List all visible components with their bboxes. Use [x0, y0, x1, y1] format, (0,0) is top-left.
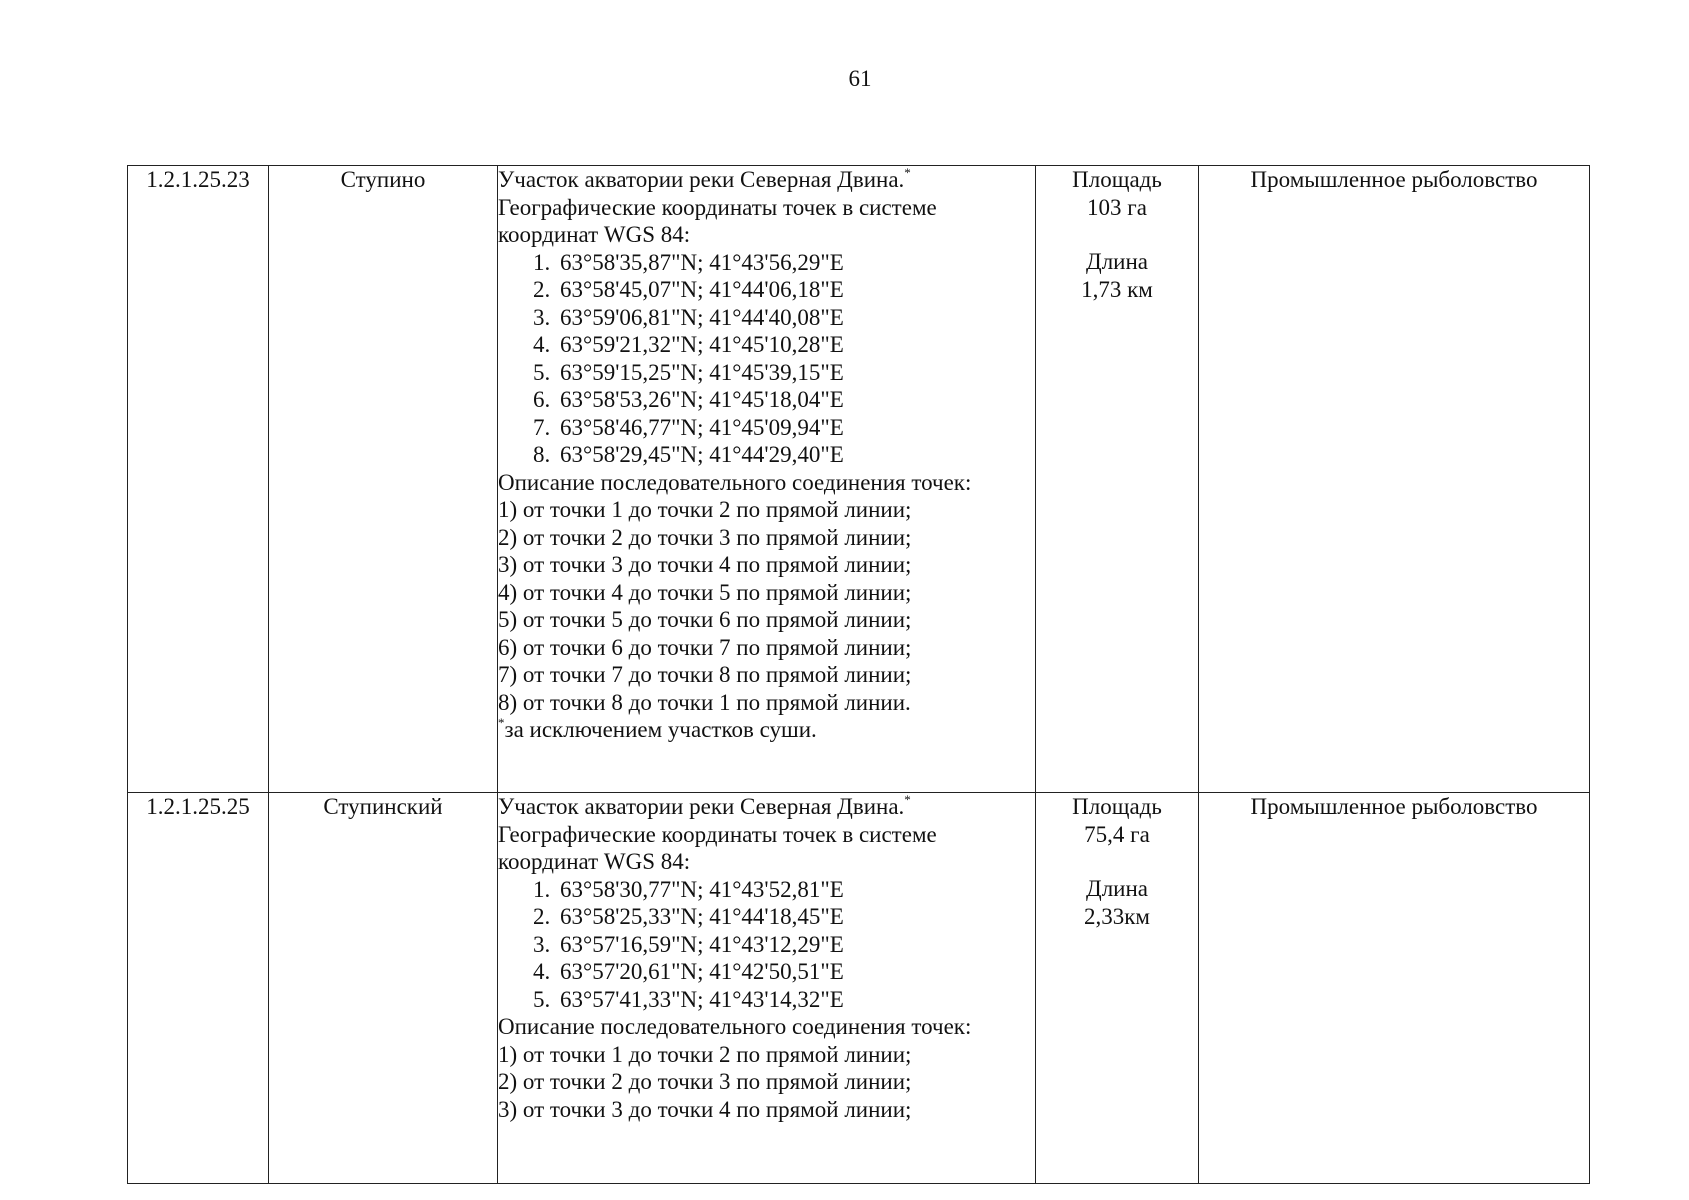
coordinate-point: 8. 63°58'29,45"N; 41°44'29,40"E [556, 441, 1035, 469]
description-title: Участок акватории реки Северная Двина. [498, 794, 905, 819]
fishing-areas-table [127, 165, 1590, 1184]
area-label: Площадь [1072, 167, 1162, 192]
coords-intro: координат WGS 84: [498, 222, 691, 247]
area-label: Площадь [1072, 794, 1162, 819]
connection-title: Описание последовательного соединения точек: [498, 1014, 972, 1039]
length-value: 1,73 км [1081, 276, 1153, 302]
coordinate-list [498, 876, 1035, 1014]
description-title-line [498, 793, 1035, 821]
length-label: Длина [1086, 876, 1148, 901]
connection-step: 3) от точки 3 до точки 4 по прямой линии; [498, 552, 912, 577]
area-size [1036, 166, 1199, 793]
length-value: 2,33км [1084, 903, 1150, 929]
footnote-marker: * [904, 165, 911, 180]
table-row [128, 166, 1590, 793]
coordinate-point: 2. 63°58'45,07"N; 41°44'06,18"E [556, 276, 1035, 304]
coordinate-point: 1. 63°58'35,87"N; 41°43'56,29"E [556, 249, 1035, 277]
connection-step: 8) от точки 8 до точки 1 по прямой линии. [498, 689, 911, 715]
coordinate-point: 4. 63°59'21,32"N; 41°45'10,28"E [556, 331, 1035, 359]
coords-intro: Географические координаты точек в системе [498, 194, 937, 220]
connection-step: 4) от точки 4 до точки 5 по прямой линии; [498, 579, 912, 605]
footnote-marker: * [498, 715, 505, 730]
length-label: Длина [1086, 249, 1148, 274]
description-title: Участок акватории реки Северная Двина. [498, 167, 905, 192]
connection-title: Описание последовательного соединения точек: [498, 469, 972, 495]
spacer [1036, 848, 1198, 875]
coordinate-point: 5. 63°57'41,33"N; 41°43'14,32"E [556, 986, 1035, 1014]
connection-step: 2) от точки 2 до точки 3 по прямой линии; [498, 1069, 912, 1094]
area-code: 1.2.1.25.23 [128, 166, 269, 793]
coordinate-point: 3. 63°59'06,81"N; 41°44'40,08"E [556, 304, 1035, 332]
coordinate-point: 1. 63°58'30,77"N; 41°43'52,81"E [556, 876, 1035, 904]
area-value: 103 га [1087, 194, 1147, 220]
area-size [1036, 793, 1199, 1184]
coordinate-point: 6. 63°58'53,26"N; 41°45'18,04"E [556, 386, 1035, 414]
coordinate-point: 3. 63°57'16,59"N; 41°43'12,29"E [556, 931, 1035, 959]
area-description [498, 166, 1036, 793]
coordinate-point: 5. 63°59'15,25"N; 41°45'39,15"E [556, 359, 1035, 387]
footnote-text: за исключением участков суши. [504, 717, 817, 742]
connection-step: 6) от точки 6 до точки 7 по прямой линии; [498, 634, 912, 660]
coordinate-point: 2. 63°58'25,33"N; 41°44'18,45"E [556, 903, 1035, 931]
connection-step: 2) от точки 2 до точки 3 по прямой линии; [498, 524, 912, 550]
connection-step: 1) от точки 1 до точки 2 по прямой линии; [498, 497, 912, 522]
area-code: 1.2.1.25.25 [128, 793, 269, 1184]
description-title-line [498, 166, 1035, 194]
connection-step: 1) от точки 1 до точки 2 по прямой линии; [498, 1041, 912, 1067]
coords-intro: Географические координаты точек в системе [498, 821, 937, 847]
area-description [498, 793, 1036, 1184]
area-value: 75,4 га [1084, 821, 1150, 847]
page-number: 61 [848, 66, 872, 91]
area-name: Ступинский [269, 793, 498, 1184]
spacer [1036, 221, 1198, 248]
coords-intro: координат WGS 84: [498, 849, 691, 874]
area-name: Ступино [269, 166, 498, 793]
area-use: Промышленное рыболовство [1199, 166, 1590, 793]
connection-step: 3) от точки 3 до точки 4 по прямой линии; [498, 1096, 912, 1122]
connection-step: 7) от точки 7 до точки 8 по прямой линии; [498, 662, 912, 687]
coordinate-point: 4. 63°57'20,61"N; 41°42'50,51"E [556, 958, 1035, 986]
table-row [128, 793, 1590, 1184]
connection-step: 5) от точки 5 до точки 6 по прямой линии; [498, 607, 912, 632]
area-use: Промышленное рыболовство [1199, 793, 1590, 1184]
footnote-marker: * [904, 792, 911, 807]
coordinate-list [498, 249, 1035, 469]
coordinate-point: 7. 63°58'46,77"N; 41°45'09,94"E [556, 414, 1035, 442]
footnote-line [498, 716, 1035, 744]
